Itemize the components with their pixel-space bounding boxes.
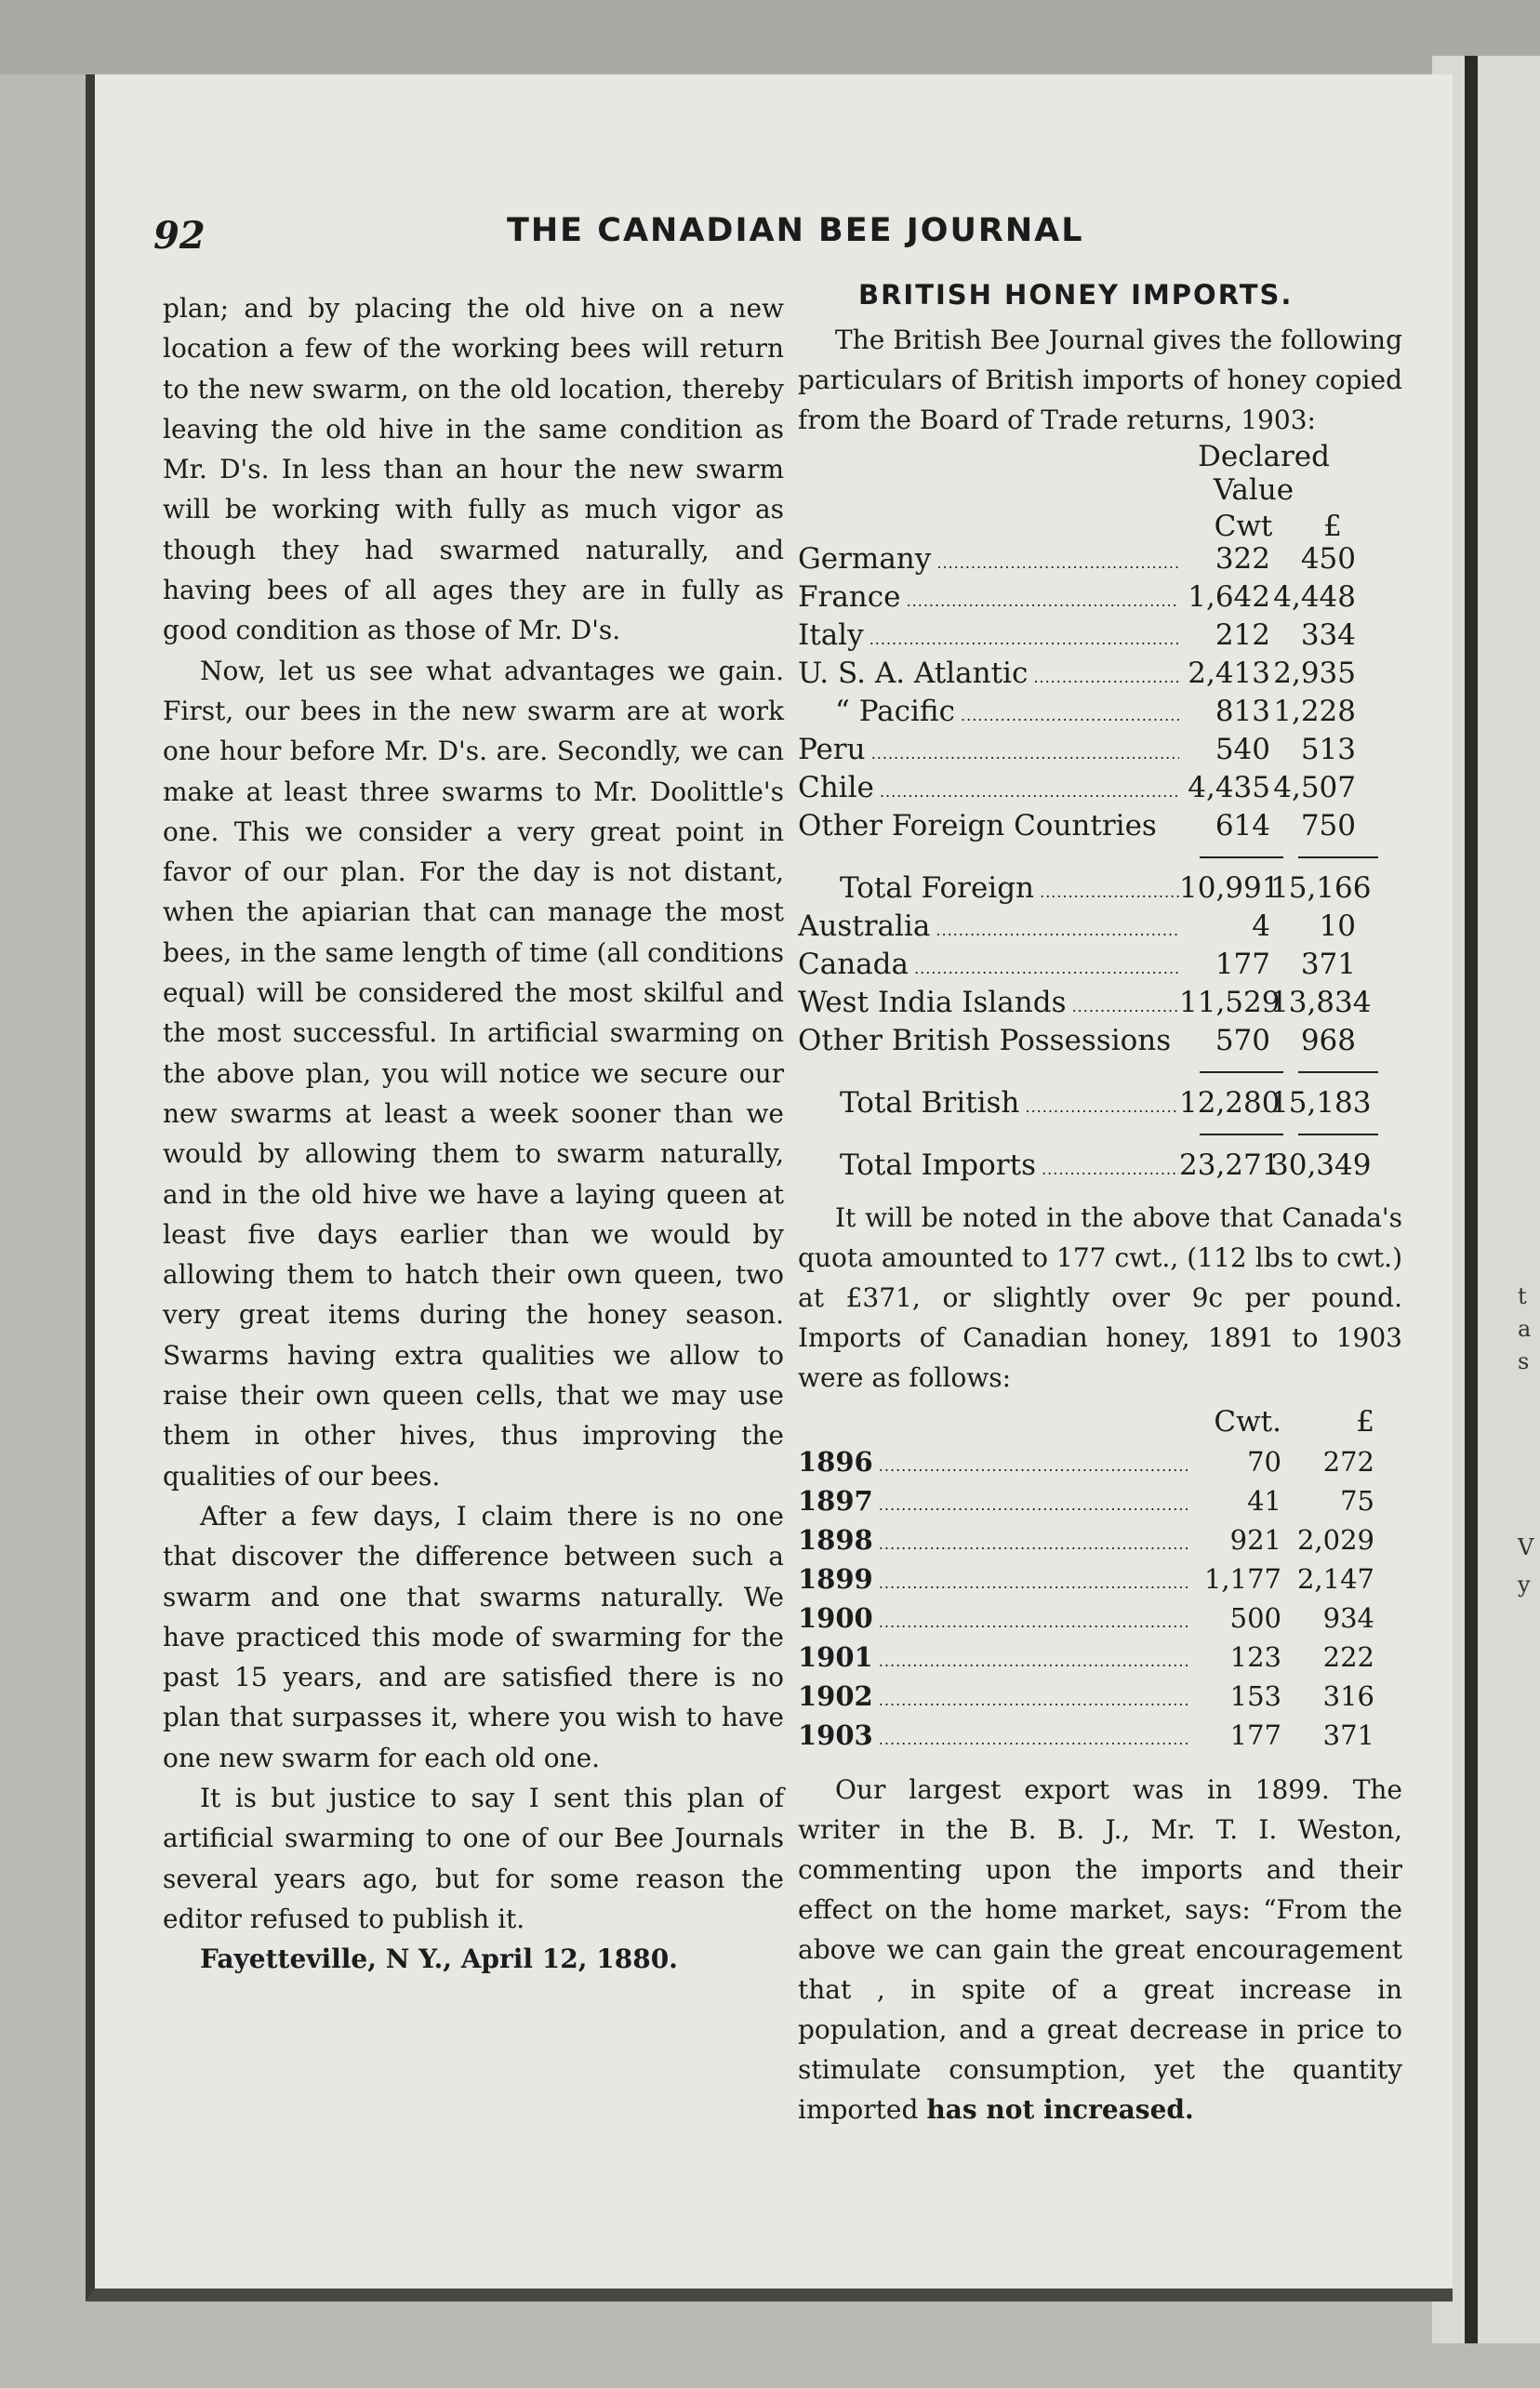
book-gutter bbox=[1465, 56, 1478, 2343]
cwt-column-header: Cwt. bbox=[1214, 1405, 1281, 1439]
edge-fragment: V bbox=[1518, 1534, 1534, 1560]
table-row: 1900 ..... 500 934 bbox=[798, 1602, 1402, 1641]
pound-column-header: £ bbox=[1356, 1405, 1374, 1439]
total-row: Total British ..... 12,280 15,183 bbox=[798, 1086, 1402, 1124]
page-number: 92 bbox=[153, 214, 206, 258]
section-title: BRITISH HONEY IMPORTS. bbox=[858, 279, 1294, 311]
edge-fragment: t bbox=[1518, 1283, 1527, 1309]
table-row: Germany ..... 322 450 bbox=[798, 542, 1402, 580]
right-column bbox=[798, 279, 1402, 2129]
signature-line: Fayetteville, N Y., April 12, 1880. bbox=[200, 1944, 678, 1975]
table-row: “ Pacific ..... 813 1,228 bbox=[798, 695, 1402, 733]
table-row: Chile ..... 4,435 4,507 bbox=[798, 771, 1402, 809]
body-paragraph: After a few days, I claim there is no one that discover the difference between such a swarm and one that swarms naturally. We have practiced this mode of swarming for the past 15 years, and are satisfied there is no plan that surpasses it, where you wish to have one new swarm for each old one. bbox=[163, 1500, 784, 1773]
edge-fragment: a bbox=[1518, 1316, 1532, 1342]
table-row: 1898 ..... 921 2,029 bbox=[798, 1524, 1402, 1563]
subtotal-rule bbox=[798, 1124, 1402, 1148]
closing-paragraph: Our largest export was in 1899. The writer in the B. B. J., Mr. T. I. Weston, commenting upon the imports and their effect on the home market, says: “From the above we can gain the great encouragement that , in spite of a great increase in population, and a great decrease in price to stimulate consumption, yet the quantity imported has not increased. bbox=[798, 1774, 1402, 2125]
table-row: 1897 ..... 41 75 bbox=[798, 1485, 1402, 1524]
scan-background bbox=[0, 0, 1540, 74]
notes-paragraph: It will be noted in the above that Canada's quota amounted to 177 cwt., (112 lbs to cwt.) at £371, or slightly over 9c per pound. Imports of Canadian honey, 1891 to 1903 were as follows: bbox=[798, 1202, 1402, 1393]
table-row: 1896 ..... 70 272 bbox=[798, 1446, 1402, 1485]
edge-fragment: y bbox=[1518, 1572, 1531, 1598]
table-row: France ..... 1,642 4,448 bbox=[798, 580, 1402, 618]
left-column bbox=[163, 288, 784, 1979]
table-row: 1899 ..... 1,177 2,147 bbox=[798, 1563, 1402, 1602]
body-paragraph: Now, let us see what advantages we gain. First, our bees in the new swarm are at work one hour before Mr. D's. are. Secondly, we can make at least three swarms to Mr. Doolittle's one. This we consider a very great point in favor of our plan. For the day is not distant, when the apiarian that can manage the most bees, in the same length of time (all conditions equal) will be considered the most skilful and the most successful. In artificial swarming on the above plan, you will notice we secure our new swarms at least a week sooner than we would by allowing them to swarm naturally, and in the old hive we have a laying queen at least five days earlier than we would by allowing them to hatch their own queen, two very great items during the honey season. Swarms having extra qualities we allow to raise their own queen cells, that we may use them in other hives, thus improving the qualities of our bees. bbox=[163, 655, 784, 1492]
closing-emphasis: has not increased. bbox=[926, 2094, 1194, 2125]
table-row: 1903 ..... 177 371 bbox=[798, 1719, 1402, 1758]
declared-value-heading: Declared Value bbox=[1198, 440, 1330, 507]
table-row: Peru ..... 540 513 bbox=[798, 733, 1402, 771]
table-row: Other Foreign Countries 614 750 bbox=[798, 809, 1356, 842]
subtotal-rule bbox=[798, 1062, 1402, 1086]
table-row: Italy ..... 212 334 bbox=[798, 618, 1402, 657]
table-row: 1901 ..... 123 222 bbox=[798, 1641, 1402, 1680]
running-head: THE CANADIAN BEE JOURNAL bbox=[507, 212, 1084, 249]
cwt-column-header: Cwt bbox=[1214, 510, 1273, 543]
canada-imports-table bbox=[798, 1446, 1402, 1758]
total-row: Total Foreign ..... 10,991 15,166 bbox=[798, 871, 1402, 909]
edge-fragment: s bbox=[1518, 1348, 1530, 1374]
body-paragraph: plan; and by placing the old hive on a new location a few of the working bees will return to the new swarm, on the old location, thereby leaving the old hive in the same condition as Mr. D's. In less than an hour the new swarm will be working with fully as much vigor as though they had swarmed naturally, and having bees of all ages they are in fully as good condition as those of Mr. D's. bbox=[163, 293, 784, 646]
table-row: West India Islands ..... 11,529 13,834 bbox=[798, 986, 1402, 1024]
canada-table-header bbox=[798, 1398, 1402, 1446]
imports-table-header bbox=[798, 440, 1402, 542]
pound-column-header: £ bbox=[1323, 510, 1342, 543]
table-row: U. S. A. Atlantic ..... 2,413 2,935 bbox=[798, 657, 1402, 695]
table-row: 1902 ..... 153 316 bbox=[798, 1680, 1402, 1719]
body-paragraph: It is but justice to say I sent this plan of artificial swarming to one of our Bee Journals several years ago, but for some reason the editor refused to publish it. bbox=[163, 1782, 784, 1934]
table-row: Canada ..... 177 371 bbox=[798, 948, 1402, 986]
intro-paragraph: The British Bee Journal gives the following particulars of British imports of honey copied from the Board of Trade returns, 1903: bbox=[798, 325, 1402, 435]
total-row: Total Imports ..... 23,271 30,349 bbox=[798, 1148, 1402, 1187]
subtotal-rule bbox=[798, 847, 1402, 871]
table-row: Australia ..... 4 10 bbox=[798, 909, 1402, 948]
imports-table bbox=[798, 542, 1402, 1187]
table-row: Other British Possessions 570 968 bbox=[798, 1024, 1356, 1057]
